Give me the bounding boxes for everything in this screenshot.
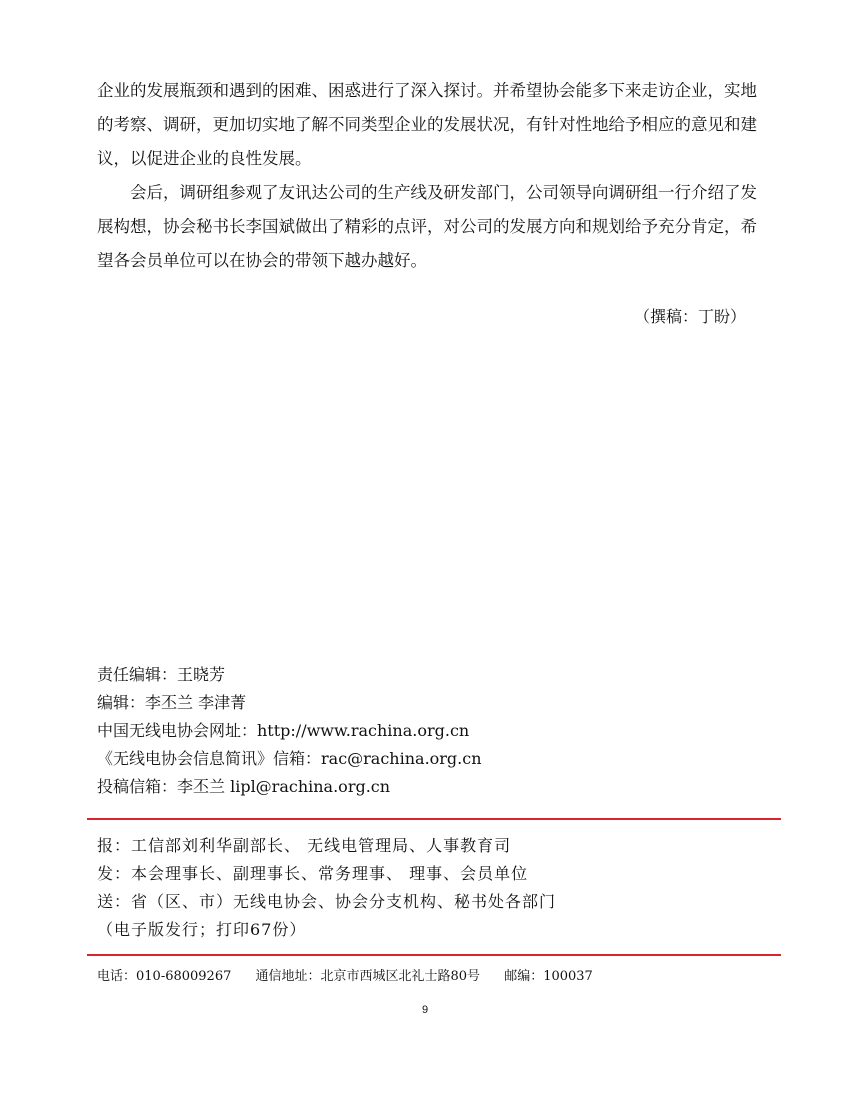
newsletter-email-line: 《无线电协会信息简讯》信箱：rac@rachina.org.cn [97, 749, 482, 768]
website-line: 中国无线电协会网址：http://www.rachina.org.cn [97, 721, 470, 740]
editorial-info [97, 661, 482, 801]
body-paragraph-1: 企业的发展瓶颈和遇到的困难、困惑进行了深入探讨。并希望协会能多下来走访企业，实地的考察、调研，更加切实地了解不同类型企业的发展状况，有针对性地给予相应的意见和建议，以促进企业的良性发展。 [97, 81, 757, 168]
footer-postcode: 邮编：100037 [504, 969, 593, 984]
contact-footer [97, 965, 613, 984]
print-note-line: （电子版发行；打印67份） [97, 920, 307, 939]
submission-email-line: 投稿信箱：李丕兰 lipl@rachina.org.cn [97, 777, 391, 796]
red-divider-top [87, 818, 781, 820]
chief-editor-line: 责任编辑：王晓芳 [97, 665, 226, 684]
page-number: 9 [421, 1004, 429, 1016]
footer-address: 通信地址：北京市西城区北礼士路80号 [255, 969, 481, 984]
editors-line: 编辑：李丕兰 李津菁 [97, 693, 247, 712]
report-to-line: 报：工信部刘利华副部长、 无线电管理局、人事教育司 [97, 836, 512, 855]
author-signature: （撰稿：丁盼） [633, 307, 746, 326]
send-to-line: 发：本会理事长、副理事长、常务理事、 理事、会员单位 [97, 864, 529, 883]
footer-phone: 电话：010-68009267 [97, 969, 232, 984]
red-divider-bottom [87, 954, 781, 956]
body-paragraph-2: 会后，调研组参观了友讯达公司的生产线及研发部门，公司领导向调研组一行介绍了发展构想，协会秘书长李国斌做出了精彩的点评，对公司的发展方向和规划给予充分肯定，希望各会员单位可以在协会的带领下越办越好。 [97, 183, 757, 270]
deliver-to-line: 送：省（区、市）无线电协会、协会分支机构、秘书处各部门 [97, 892, 557, 911]
distribution-list [97, 832, 556, 944]
